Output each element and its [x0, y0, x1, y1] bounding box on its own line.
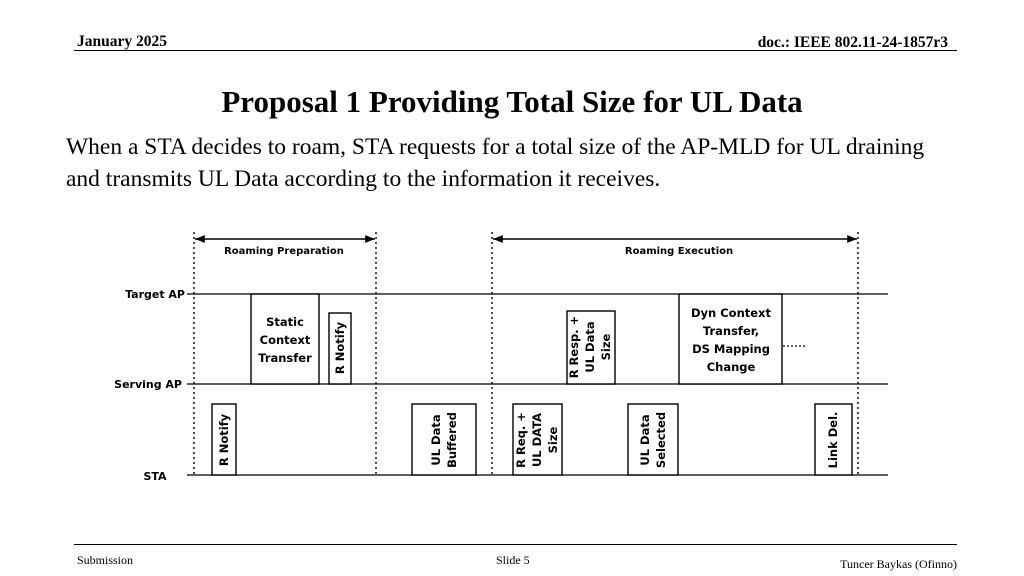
r-req-label-line2: UL DATA: [530, 412, 544, 468]
box-ul-data-buffered: [412, 404, 476, 475]
r-req-label-line3: Size: [546, 426, 560, 454]
lane-label-target-ap: Target AP: [125, 288, 185, 301]
static-context-label-line1: Static: [266, 315, 304, 329]
footer-slide-number: Slide 5: [496, 553, 530, 567]
slide-description: When a STA decides to roam, STA requests for a total size of the AP-MLD for UL draining and transmits UL Data according to the information it receives.: [66, 134, 925, 192]
header-doc-id: doc.: IEEE 802.11-24-1857r3: [757, 34, 948, 51]
footer-divider: [74, 544, 957, 545]
ul-buffered-label-line2: Buffered: [445, 412, 459, 468]
footer-author: Tuncer Baykas (Ofinno): [840, 557, 957, 571]
slide-title: Proposal 1 Providing Total Size for UL Data: [221, 84, 803, 119]
static-context-label-line2: Context: [259, 333, 311, 347]
dyn-context-label-line3: DS Mapping: [692, 342, 770, 356]
ul-selected-label-line1: UL Data: [638, 414, 652, 466]
dyn-context-label-line2: Transfer,: [702, 324, 760, 338]
link-del-label: Link Del.: [826, 411, 840, 469]
target-r-notify-label: R Notify: [333, 321, 347, 375]
ul-selected-label-line2: Selected: [654, 411, 668, 469]
ul-buffered-label-line1: UL Data: [429, 414, 443, 466]
phase-label-preparation: Roaming Preparation: [224, 246, 344, 257]
r-resp-label-line2: UL Data: [583, 321, 597, 373]
lane-label-serving-ap: Serving AP: [114, 378, 182, 391]
r-resp-label-line1: R Resp. +: [567, 315, 581, 379]
static-context-label-line3: Transfer: [258, 351, 312, 365]
dyn-context-label-line1: Dyn Context: [691, 306, 771, 320]
lane-label-sta: STA: [143, 470, 167, 483]
phase-label-execution: Roaming Execution: [624, 246, 734, 257]
dyn-context-label-line4: Change: [706, 360, 756, 374]
header-date: January 2025: [77, 33, 167, 50]
footer-submission: Submission: [77, 553, 134, 567]
r-req-label-line1: R Req. +: [514, 412, 528, 468]
box-ul-data-selected: [628, 404, 678, 475]
sta-r-notify-label: R Notify: [217, 413, 231, 467]
r-resp-label-line3: Size: [599, 333, 613, 361]
